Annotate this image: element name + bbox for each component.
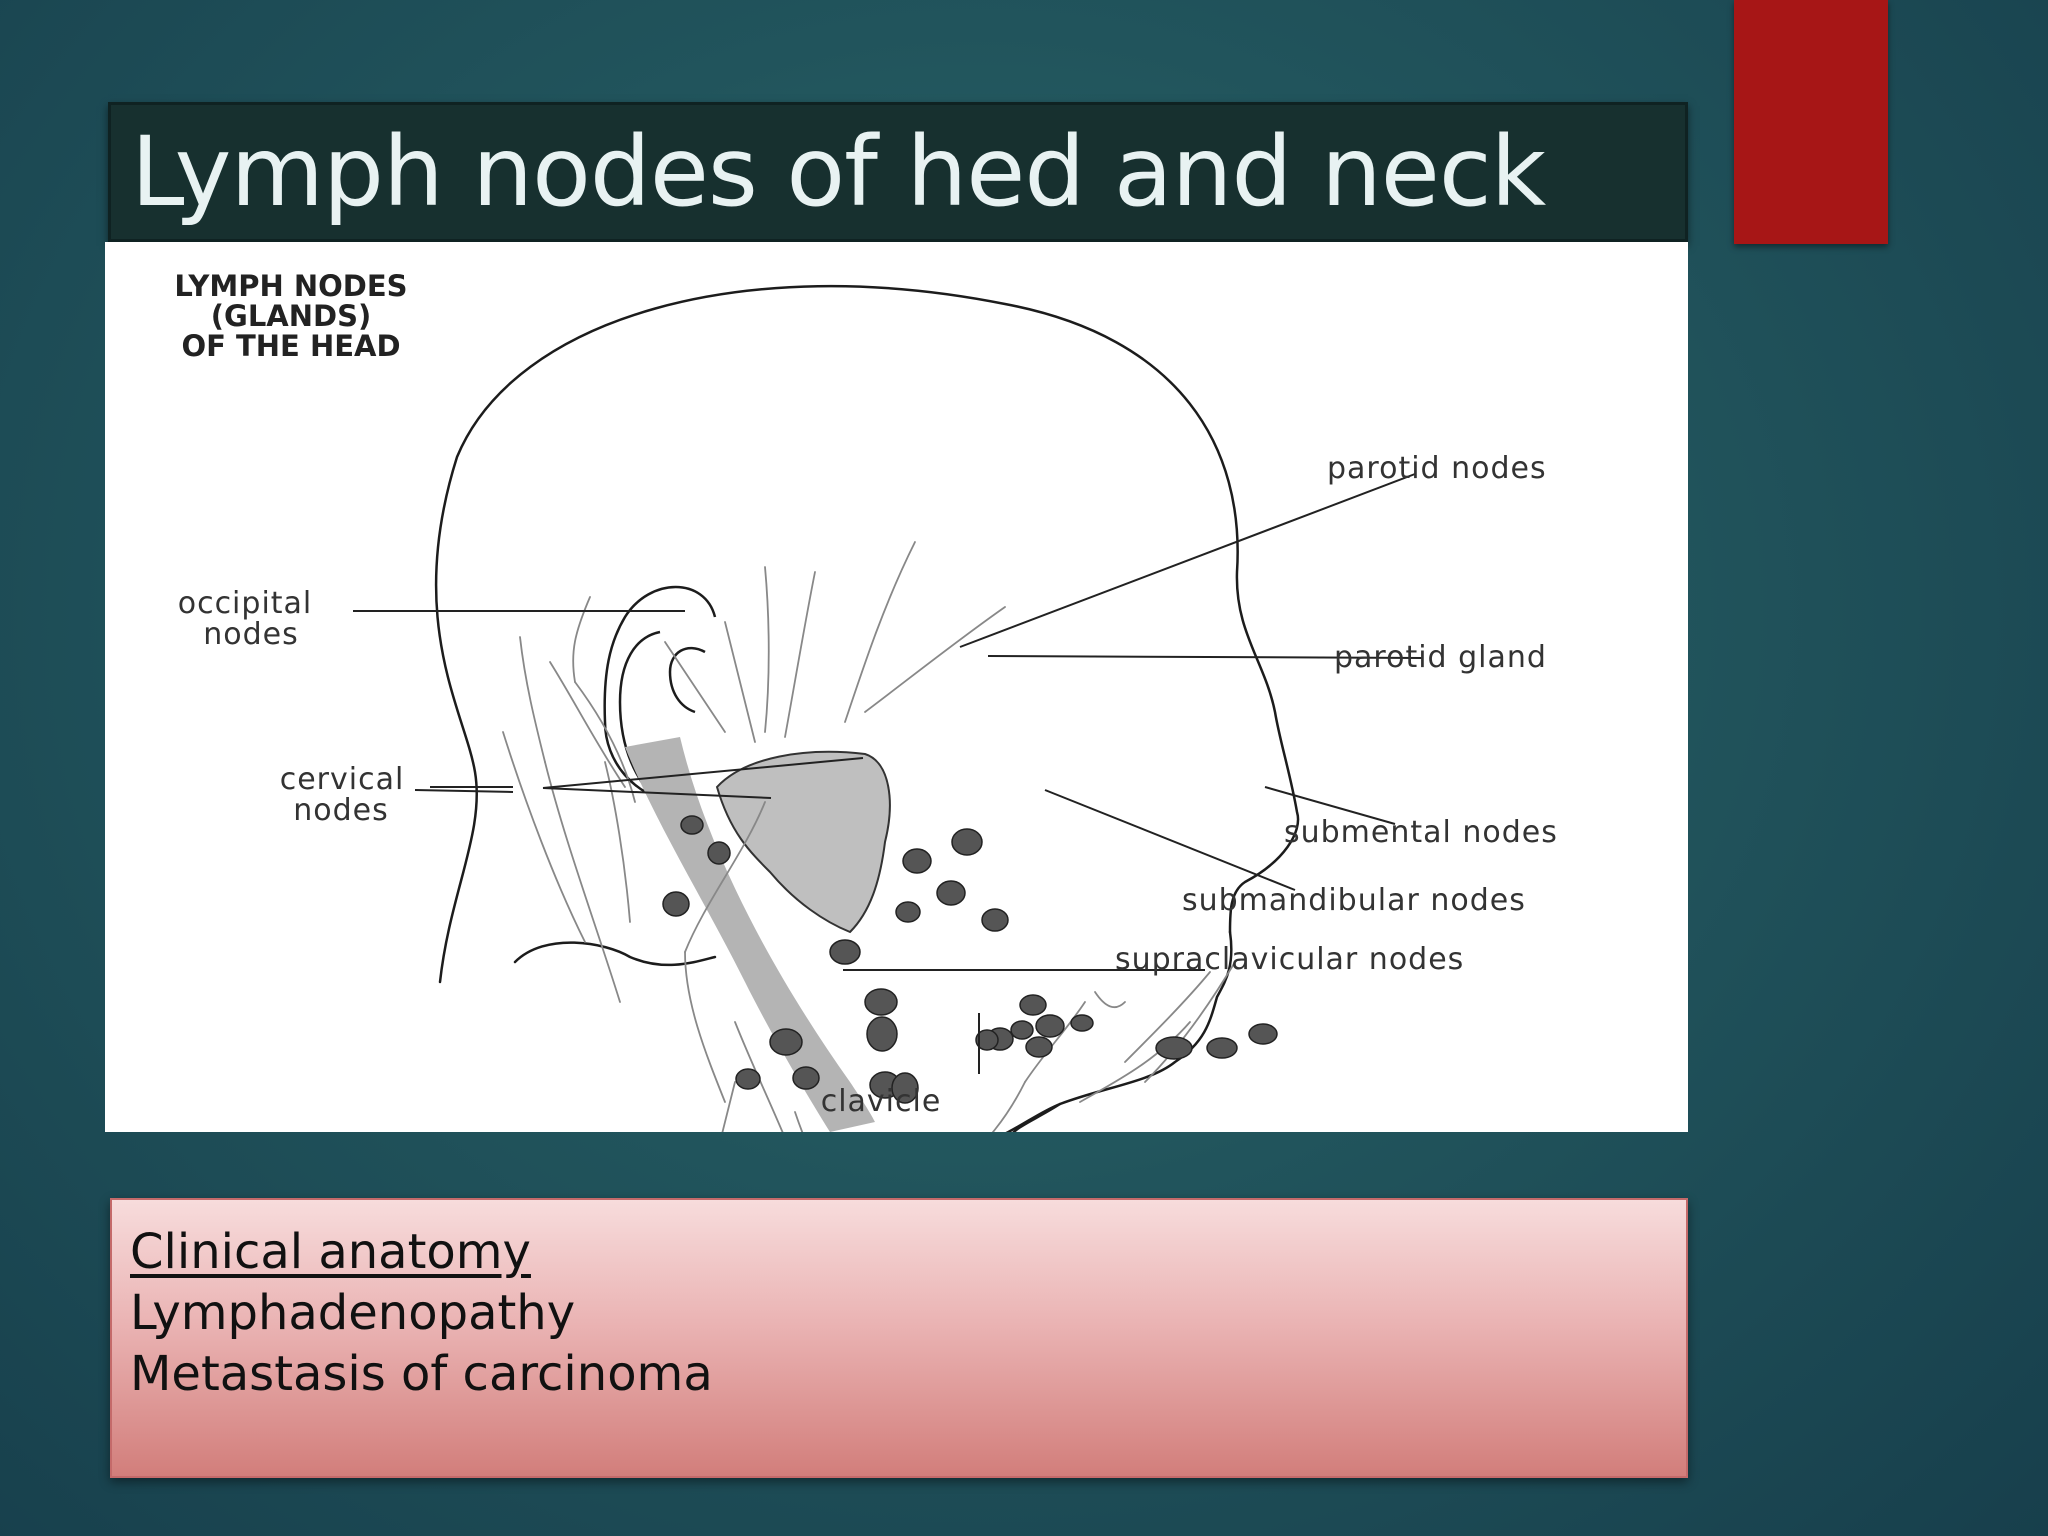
node-cervical-4: [770, 1029, 802, 1055]
leader-lines-adjusted: [459, 474, 1423, 1074]
node-parotid-3: [937, 881, 965, 905]
node-submandibular-1: [1020, 995, 1046, 1015]
node-cervical-2: [865, 989, 897, 1015]
diagram-heading-line-2: (GLANDS): [210, 299, 372, 333]
node-occipital-1: [681, 816, 703, 834]
label-submandibular-nodes: submandibular nodes: [1182, 883, 1526, 918]
label-clavicle: clavicle: [820, 1084, 942, 1119]
diagram-heading-line-3: OF THE HEAD: [181, 329, 401, 363]
label-supraclavicular-nodes: supraclavicular nodes: [1115, 942, 1465, 977]
notes-item-metastasis: Metastasis of carcinoma: [130, 1346, 713, 1402]
clinical-notes-box: [110, 1198, 1688, 1478]
diagram-heading-line-1: LYMPH NODES: [174, 269, 408, 303]
node-submental-3: [1249, 1024, 1277, 1044]
clinical-notes-list: [130, 1222, 713, 1405]
node-submandibular-3: [1011, 1021, 1033, 1039]
node-submandibular-6: [1071, 1015, 1093, 1031]
label-occipital-line-1: occipital: [177, 586, 313, 621]
node-parotid-5: [896, 902, 920, 922]
node-occipital-3: [663, 892, 689, 916]
label-cervical-line-1: cervical: [279, 762, 405, 797]
label-submental-nodes: submental nodes: [1284, 815, 1558, 850]
node-cervical-1: [830, 940, 860, 964]
node-submental-1: [1156, 1037, 1192, 1059]
notes-heading: Clinical anatomy: [130, 1224, 531, 1280]
label-occipital-line-2: nodes: [203, 617, 299, 652]
slide-title: Lymph nodes of hed and neck: [131, 116, 1546, 228]
diagram-panel: [105, 242, 1688, 1132]
node-parotid-1: [903, 849, 931, 873]
leader-lines: [353, 365, 1308, 792]
lymph-nodes-diagram: [105, 242, 1688, 1132]
node-cervical-6: [793, 1067, 819, 1089]
notes-item-lymphadenopathy: Lymphadenopathy: [130, 1285, 576, 1341]
label-parotid-gland: parotid gland: [1334, 640, 1547, 675]
node-cervical-3: [867, 1017, 897, 1051]
node-parotid-4: [982, 909, 1008, 931]
title-bar: [108, 102, 1688, 242]
accent-bar: [1734, 0, 1888, 244]
node-occipital-2: [708, 842, 730, 864]
node-submental-2: [1207, 1038, 1237, 1058]
node-cervical-5: [736, 1069, 760, 1089]
node-parotid-2: [952, 829, 982, 855]
node-submandibular-5: [1026, 1037, 1052, 1057]
label-parotid-nodes: parotid nodes: [1327, 451, 1547, 486]
node-submandibular-2: [1036, 1015, 1064, 1037]
label-cervical-line-2: nodes: [293, 793, 389, 828]
